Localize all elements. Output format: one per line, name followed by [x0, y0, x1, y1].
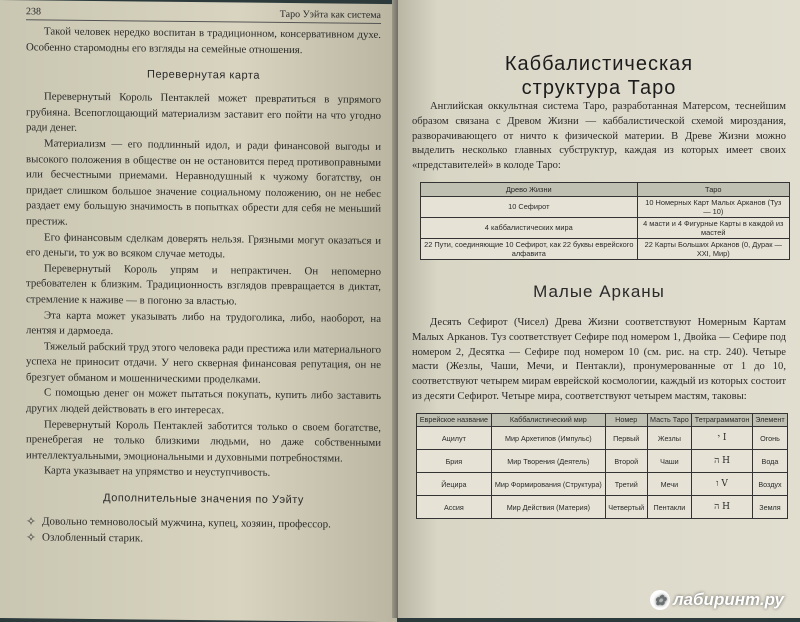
table-header: Элемент [752, 413, 787, 427]
paragraph: Перевернутый Король Пентаклей может превратиться в упрямого грубияна. Всепоглощающий материализм заставит его пойти на что угодно ради денег. [26, 90, 381, 135]
table-cell: Мечи [647, 473, 692, 496]
table-row [417, 473, 788, 496]
paragraph: Тяжелый рабский труд этого человека ради престижа или материального успеха не приносит отдачи. У него скверная финансовая репутация, он не брезгует обманом и мошенническими проделками. [26, 340, 381, 386]
chapter-title [412, 52, 786, 100]
table-cell: 4 масти и 4 Фигурные Карты в каждой из мастей [637, 217, 789, 238]
table-cell: Четвертый [605, 496, 647, 519]
paragraph: Его финансовым сделкам доверять нельзя. Грязными могут оказаться и его деньги, то уж во всяком случае методы. [26, 230, 381, 261]
table-cell: ה H [692, 496, 753, 519]
table-header: Номер [605, 413, 647, 427]
paragraph: Карта указывает на упрямство и неуступчивость. [44, 464, 271, 480]
left-page [0, 0, 397, 622]
table-header: Тетраграмматон [692, 413, 753, 427]
paragraph: Эта карта может указывать либо на трудоголика, либо, наоборот, на лентяя и дармоеда. [26, 308, 381, 338]
list-item-text: Довольно темноволосый мужчина, купец, хозяин, профессор. [42, 515, 331, 531]
table-cell: Брия [417, 450, 492, 473]
table-row [417, 496, 788, 519]
section-heading-additional: Дополнительные значения по Уэйту [103, 492, 304, 507]
table-row [421, 196, 790, 217]
four-worlds-table [416, 413, 788, 520]
table-header: Каббалистический мир [491, 413, 605, 427]
paragraph: Материализм — его подлинный идол, и ради финансовой выгоды и высокого положения в обществе он не остановится перед противоправными или бесчестными приемами. Неравнодушный к чужому богатству, он придает слишком большое значение социальному положению, он не небес раздает ему большую значимость в попытках обрести для себя не меньший престиж. [26, 137, 381, 228]
paragraph: Английская оккультная система Таро, разработанная Матерсом, теснейшим образом связана с Древом Жизни — каббалистической схемой мироздания, разворачивающего от ничто к физической материи. В Древе Жизни можно выделить несколько главных субструктур, каждая из которых имеет своих «представителей» в колоде Таро: [412, 101, 786, 172]
table-cell: Мир Творения (Деятель) [491, 450, 605, 473]
bullet-list [26, 513, 381, 549]
section-heading-minor-arcana: Малые Арканы [533, 281, 665, 301]
table-cell: 10 Номерных Карт Малых Арканов (Туз — 10) [637, 196, 789, 217]
table-cell: Мир Формирования (Структура) [491, 473, 605, 496]
table-cell: Вода [752, 450, 787, 473]
table-header: Еврейское название [417, 413, 492, 427]
watermark [650, 590, 784, 610]
table-header: Таро [637, 182, 789, 196]
table-cell: Земля [752, 496, 787, 519]
pentacle-bullet-icon: ✧ [26, 514, 37, 529]
table-cell: Мир Архетипов (Импульс) [491, 427, 605, 450]
paragraph: Перевернутый Король Пентаклей заботится только о своем богатстве, пренебрегая не только близкими людьми, но даже собственными интеллектуальными, эмоциональными и духовными потребностями. [26, 418, 381, 465]
table-cell: Йецира [417, 473, 492, 496]
table-cell: 4 каббалистических мира [421, 217, 638, 238]
table-header: Масть Таро [647, 413, 692, 427]
table-cell: 10 Сефирот [421, 196, 638, 217]
chapter-title-line: структура Таро [521, 77, 677, 99]
table-row [417, 427, 788, 450]
table-cell: י I [692, 427, 753, 450]
table-cell: Мир Действия (Материя) [491, 496, 605, 519]
paragraph: Перевернутый Король упрям и непрактичен. Он непомерно требователен к близким. Традиционность взглядов превращается в диктат, стремление к наживе — в погоню за властью. [26, 262, 381, 308]
table-cell: 22 Карты Больших Арканов (0, Дурак — XXI, Мир) [637, 238, 789, 259]
table-cell: Третий [605, 473, 647, 496]
page-number: 238 [26, 6, 41, 18]
table-row [421, 217, 790, 238]
table-cell: Второй [605, 450, 647, 473]
labirint-logo-icon: ✿ [650, 590, 670, 610]
pentacle-bullet-icon: ✧ [26, 530, 37, 545]
table-cell: ו V [692, 473, 753, 496]
table-cell: Пентакли [647, 496, 692, 519]
table-cell: Чаши [647, 450, 692, 473]
paragraph: Десять Сефирот (Чисел) Древа Жизни соответствуют Номерным Картам Малых Арканов. Туз соответствует Сефире под номером 1, Двойка — Сефире под номером 2, Десятка — Сефире под номером 10 (см. рис. на стр. 240). Четыре масти (Жезлы, Чаши, Мечи, и Пентакли), пронумерованные от 1 до 10, соответствуют четырем мирам еврейской космологии, каждый из которых состоит из десяти Сефирот. Четыре мира, соответствуют четырем мастям, таковы: [412, 316, 786, 402]
table-row [421, 238, 790, 259]
right-page [398, 0, 800, 618]
watermark-text: лабиринт.ру [673, 590, 784, 609]
table-cell: Ацилут [417, 427, 492, 450]
table-cell: Огонь [752, 427, 787, 450]
list-item-text: Озлобленный старик. [42, 531, 143, 545]
table-cell: Ассия [417, 496, 492, 519]
paragraph: Такой человек нередко воспитан в традиционном, консервативном духе. Особенно старомодны его взгляды на семейные отношения. [26, 25, 381, 56]
table-cell: 22 Пути, соединяющие 10 Сефирот, как 22 буквы еврейского алфавита [421, 238, 638, 259]
table-row [417, 450, 788, 473]
table-header: Древо Жизни [421, 182, 638, 196]
table-cell: Воздух [752, 473, 787, 496]
section-heading-reversed: Перевернутая карта [147, 68, 260, 82]
table-cell: Жезлы [647, 427, 692, 450]
chapter-title-line: Каббалистическая [504, 53, 694, 75]
table-cell: Первый [605, 427, 647, 450]
tree-tarot-table [420, 182, 790, 260]
running-header [26, 6, 381, 24]
running-head-title: Таро Уэйта как система [279, 8, 381, 21]
table-cell: ה H [692, 450, 753, 473]
paragraph: С помощью денег он может пытаться покупать, купить либо заставить других людей действовать в его интересах. [26, 386, 381, 417]
